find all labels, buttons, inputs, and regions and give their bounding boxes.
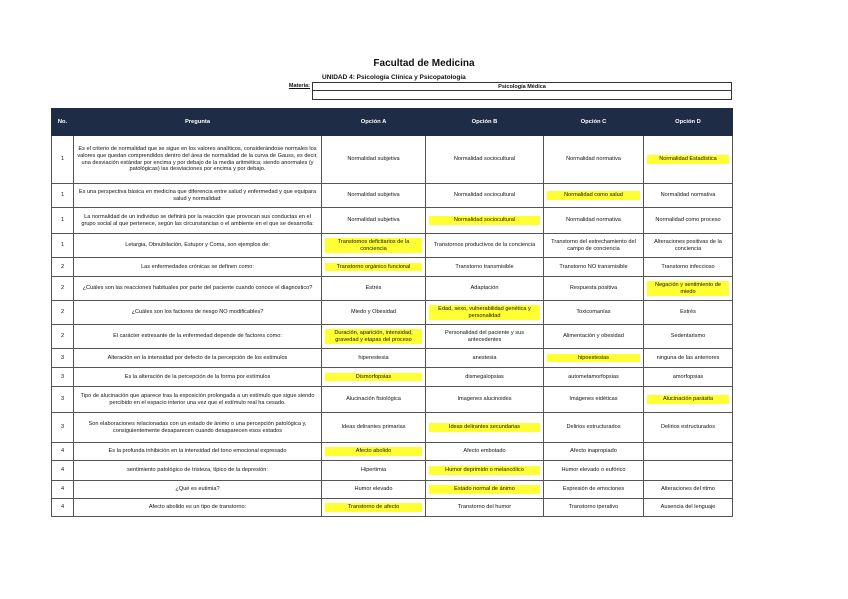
option-d: Ausencia del lenguaje — [660, 504, 716, 511]
option-b-cell — [426, 499, 544, 517]
option-d-cell — [644, 443, 733, 461]
option-d: Normalidad normativa — [660, 192, 716, 199]
question-text: Son elaboraciones relacionadas con un estado de ánimo o una percepción patológica y, consiguientemente desaparecen cuando desaparecen esos estados — [74, 413, 322, 443]
option-d-cell — [644, 499, 733, 517]
table-header-row — [52, 109, 733, 136]
option-b-cell — [426, 413, 544, 443]
option-c: Normalidad normativa — [566, 156, 621, 163]
option-a: Alucinación fisiológica — [346, 396, 401, 403]
question-number: 3 — [52, 413, 74, 443]
correct-answer: Transtorno de afecto — [325, 503, 422, 512]
option-a-cell — [322, 461, 426, 481]
option-b: Personalidad del paciente y sus antecedentes — [445, 329, 524, 343]
materia-field-empty-row — [312, 91, 732, 100]
option-b: Afecto embotado — [463, 448, 506, 455]
question-text: Las enfermedades crónicas se definen como: — [74, 258, 322, 277]
correct-answer: Ideas delirantes secundarias — [429, 423, 540, 432]
option-d-cell — [644, 301, 733, 325]
question-number: 4 — [52, 443, 74, 461]
option-b-cell — [426, 258, 544, 277]
option-a-cell — [322, 368, 426, 387]
option-a-cell — [322, 184, 426, 208]
question-text: Afecto abolido es un tipo de transtorno: — [74, 499, 322, 517]
option-c-cell — [544, 461, 644, 481]
column-header-option-d: Opción D — [644, 109, 733, 136]
option-c: Transtorno NO transmisible — [559, 263, 628, 270]
option-b: Normalidad sociocultural — [453, 156, 516, 163]
column-header-question: Pregunta — [74, 109, 322, 136]
question-number: 3 — [52, 349, 74, 368]
option-b-cell — [426, 443, 544, 461]
option-b: Transtorno del humor — [457, 504, 512, 511]
option-b-cell — [426, 481, 544, 499]
option-c-cell — [544, 499, 644, 517]
option-a-cell — [322, 481, 426, 499]
option-c-cell — [544, 277, 644, 301]
option-b-cell — [426, 234, 544, 258]
option-c: Toxicomanías — [576, 309, 611, 316]
option-a-cell — [322, 443, 426, 461]
column-header-option-c: Opción C — [544, 109, 644, 136]
option-b-cell — [426, 208, 544, 234]
option-b-cell — [426, 301, 544, 325]
option-c: Expresión de emociones — [562, 486, 625, 493]
correct-answer: Humor deprimido o melancólico — [429, 466, 540, 475]
question-text: Tipo de alucinación que aparece tras la exposición prolongada a un estímulo que sigue siendo percibido en el espacio interior una vez que el estímulo real ha cesado. — [74, 387, 322, 413]
question-number: 1 — [52, 184, 74, 208]
option-a-cell — [322, 136, 426, 184]
option-c-cell — [544, 481, 644, 499]
table-row — [52, 443, 733, 461]
quiz-table — [51, 108, 733, 517]
table-row — [52, 184, 733, 208]
question-text: ¿Cuáles son las reacciones habituales por parte del paciente cuando conoce el diagnostico? — [74, 277, 322, 301]
column-header-option-a: Opción A — [322, 109, 426, 136]
option-d — [647, 470, 729, 472]
option-c: Alimentación y obesidad — [563, 333, 624, 340]
option-c-cell — [544, 349, 644, 368]
question-number: 2 — [52, 258, 74, 277]
table-row — [52, 301, 733, 325]
option-a-cell — [322, 325, 426, 349]
question-number: 4 — [52, 461, 74, 481]
option-a-cell — [322, 349, 426, 368]
question-text: La normalidad de un individuo se definirá por la reacción que provocan sus conductas en el grupo social al que pertenece, según las circunstancias o el ambiente en el que se desarrolla: — [74, 208, 322, 234]
option-b: Adaptación — [470, 285, 499, 292]
option-d-cell — [644, 481, 733, 499]
option-a-cell — [322, 301, 426, 325]
correct-answer: Normalidad Estadística — [647, 155, 729, 164]
option-c: Normalidad normativa — [566, 217, 621, 224]
question-text: ¿Cuáles son los factores de riesgo NO modificables? — [74, 301, 322, 325]
table-row — [52, 277, 733, 301]
option-a-cell — [322, 413, 426, 443]
option-a: Hipertimia — [360, 467, 387, 474]
option-b-cell — [426, 387, 544, 413]
option-b: anestesia — [472, 354, 497, 361]
table-row — [52, 325, 733, 349]
correct-answer: Transtorno orgánico funcional — [325, 263, 422, 272]
option-b-cell — [426, 184, 544, 208]
option-d-cell — [644, 184, 733, 208]
correct-answer: Normalidad como salud — [547, 191, 640, 200]
question-number: 3 — [52, 387, 74, 413]
question-text: Es la alteración de la percepción de la forma por estímulos — [74, 368, 322, 387]
option-b-cell — [426, 368, 544, 387]
option-c: autometamorfopsias — [568, 373, 619, 380]
option-a-cell — [322, 499, 426, 517]
option-c-cell — [544, 387, 644, 413]
option-a-cell — [322, 258, 426, 277]
option-d-cell — [644, 387, 733, 413]
question-number: 4 — [52, 481, 74, 499]
option-c-cell — [544, 301, 644, 325]
option-a: Normalidad subjetiva — [347, 192, 400, 199]
question-text: Es el criterio de normalidad que se sigue en los valores analíticos, considerándose normales los valores que quedan comprendidos dentro del área de normalidad de la curva de Gauss, es decir, una desviación estándar por encima y por debajo de la media aritmética; siendo anormales (y patológicas) las desviaciones por encima y por debajo. — [74, 136, 322, 184]
option-a-cell — [322, 234, 426, 258]
option-d: Transtorno infeccioso — [661, 263, 715, 270]
option-a: Humor elevado — [354, 486, 393, 493]
option-c-cell — [544, 234, 644, 258]
correct-answer: Normalidad sociocultural — [429, 216, 540, 225]
option-a: Normalidad subjetiva — [347, 217, 400, 224]
column-header-option-b: Opción B — [426, 109, 544, 136]
option-c-cell — [544, 413, 644, 443]
option-d-cell — [644, 413, 733, 443]
option-d — [647, 451, 729, 453]
option-b: dismegalopsias — [465, 373, 504, 380]
option-c-cell — [544, 258, 644, 277]
question-number: 4 — [52, 499, 74, 517]
table-row — [52, 387, 733, 413]
unit-subtitle: UNIDAD 4: Psicología Clínica y Psicopatología — [322, 74, 466, 81]
option-a: Ideas delirantes primarias — [341, 424, 406, 431]
table-row — [52, 413, 733, 443]
question-number: 2 — [52, 301, 74, 325]
correct-answer: Negación y sentimiento de miedo — [647, 281, 729, 296]
option-d-cell — [644, 258, 733, 277]
table-row — [52, 461, 733, 481]
option-b-cell — [426, 325, 544, 349]
option-c-cell — [544, 136, 644, 184]
option-d-cell — [644, 349, 733, 368]
option-d: Sedentarismo — [670, 333, 706, 340]
question-number: 1 — [52, 208, 74, 234]
option-b: Transtorno transmisible — [455, 263, 514, 270]
option-c-cell — [544, 368, 644, 387]
column-header-no: No. — [52, 109, 74, 136]
option-d-cell — [644, 461, 733, 481]
question-text: Es una perspectiva básica en medicina que diferencia entre salud y enfermedad y que equipara salud y normalidad: — [74, 184, 322, 208]
option-c-cell — [544, 443, 644, 461]
correct-answer: hipoestesias — [547, 354, 640, 363]
question-text: Alteración en la intensidad por defecto de la percepción de los estímulos — [74, 349, 322, 368]
table-row — [52, 208, 733, 234]
option-d-cell — [644, 368, 733, 387]
option-a: Miedo y Obesidad — [350, 309, 397, 316]
option-c: Transtorno iperativo — [568, 504, 619, 511]
option-d-cell — [644, 208, 733, 234]
question-number: 1 — [52, 234, 74, 258]
correct-answer: Estado normal de ánimo — [429, 485, 540, 494]
option-a: hiperestesia — [358, 354, 389, 361]
correct-answer: Afecto abolido — [325, 447, 422, 456]
option-d: ninguna de las anteriores — [656, 354, 720, 361]
option-c: Afecto inapropiado — [570, 448, 617, 455]
option-c: Imágenes eidéticas — [569, 396, 618, 403]
option-a: Estrés — [365, 285, 382, 292]
correct-answer: Transtornos deficitarios de la conciencia — [325, 238, 422, 253]
correct-answer: Duración, aparición, intensidad, gravedad y etapas del proceso — [325, 329, 422, 344]
table-row — [52, 349, 733, 368]
table-row — [52, 258, 733, 277]
option-c: Humor elevado o eufórico — [561, 467, 626, 474]
option-b-cell — [426, 461, 544, 481]
table-row — [52, 499, 733, 517]
option-d: Delirios estructurados — [660, 424, 716, 431]
option-d-cell — [644, 277, 733, 301]
option-b: Imagenes alucinoides — [457, 396, 512, 403]
table-row — [52, 368, 733, 387]
option-b-cell — [426, 277, 544, 301]
option-c: Respuesta positiva — [569, 285, 618, 292]
question-number: 1 — [52, 136, 74, 184]
question-number: 3 — [52, 368, 74, 387]
option-b-cell — [426, 136, 544, 184]
table-row — [52, 234, 733, 258]
table-row — [52, 481, 733, 499]
option-c: Delirios estructurados — [566, 424, 621, 431]
materia-label: Materia: — [288, 83, 310, 89]
option-a-cell — [322, 277, 426, 301]
option-d: Alteraciones positivas de la conciencia — [654, 238, 722, 252]
correct-answer: Dismorfopsias — [325, 373, 422, 382]
option-a-cell — [322, 208, 426, 234]
question-text: sentimiento patológico de tristeza, típico de la depresión: — [74, 461, 322, 481]
table-row — [52, 136, 733, 184]
option-a-cell — [322, 387, 426, 413]
option-d: Alteraciones del ritmo — [661, 486, 715, 493]
option-d-cell — [644, 136, 733, 184]
option-b: Transtornos productivos de la conciencia — [433, 242, 536, 249]
option-c-cell — [544, 325, 644, 349]
option-d: amorfopsias — [672, 373, 704, 380]
option-d: Estrés — [680, 309, 696, 316]
option-c: Transtorno del estrechamiento del campo de conciencia — [551, 238, 636, 252]
correct-answer: Edad, sexo, vulnerabilidad genética y personalidad — [429, 305, 540, 320]
question-text: Es la profunda inhibición en la intensidad del tono emocional expresado — [74, 443, 322, 461]
question-number: 2 — [52, 277, 74, 301]
option-b: Normalidad sociocultural — [453, 192, 516, 199]
option-d: Normalidad como proceso — [655, 217, 721, 224]
option-c-cell — [544, 184, 644, 208]
question-text: Letargia, Obnubilación, Estupor y Coma, son ejemplos de: — [74, 234, 322, 258]
question-number: 2 — [52, 325, 74, 349]
option-b-cell — [426, 349, 544, 368]
question-text: El carácter estresante de la enfermedad depende de factores como: — [74, 325, 322, 349]
question-text: ¿Qué es eutimia? — [74, 481, 322, 499]
option-a: Normalidad subjetiva — [347, 156, 400, 163]
option-d-cell — [644, 325, 733, 349]
option-d-cell — [644, 234, 733, 258]
correct-answer: Alucinación parásita — [647, 395, 729, 404]
option-c-cell — [544, 208, 644, 234]
materia-field: Psicología Médica — [312, 82, 732, 91]
page-title: Facultad de Medicina — [373, 58, 475, 69]
